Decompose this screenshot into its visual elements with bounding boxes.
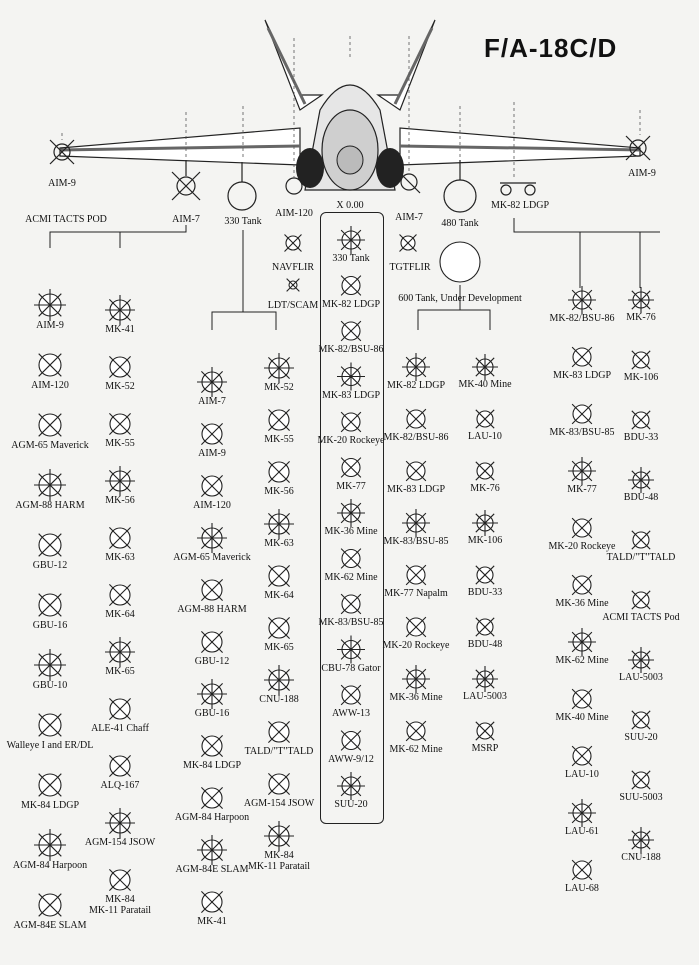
col-right-a-label: MK-62 Mine	[555, 655, 609, 666]
col-left-a-label: MK-84 LDGP	[20, 800, 80, 811]
centerline-label: MK-82/BSU-86	[318, 344, 384, 355]
col-mid-b-label: MK-65	[264, 642, 294, 653]
col-right-b-label: MK-106	[623, 372, 659, 383]
col-right-b-label: BDU-48	[623, 492, 659, 503]
sensor-label: LDT/SCAM	[267, 300, 319, 311]
col-inner-b-label: BDU-48	[467, 639, 503, 650]
col-right-a-label: LAU-61	[565, 826, 599, 837]
col-inner-a-label: MK-20 Rockeye	[382, 640, 450, 651]
col-mid-a-label: AIM-7	[198, 396, 226, 407]
sensor-label: 600 Tank, Under Development	[398, 293, 522, 304]
col-inner-a-label: MK-36 Mine	[389, 692, 443, 703]
col-right-a-label: MK-83/BSU-85	[549, 427, 615, 438]
col-left-a-label: GBU-16	[32, 620, 68, 631]
col-mid-a-label: AGM-84E SLAM	[175, 864, 249, 875]
col-right-b-label: ACMI TACTS Pod	[602, 612, 680, 623]
col-left-a-label: GBU-10	[32, 680, 68, 691]
col-mid-a-label: AIM-120	[193, 500, 231, 511]
centerline-label: AWW-13	[331, 708, 371, 719]
col-mid-b-label: MK-56	[264, 486, 294, 497]
col-right-b-label: CNU-188	[621, 852, 661, 863]
aircraft-store-label: AIM-7	[395, 212, 423, 223]
col-mid-b-label: AGM-154 JSOW	[243, 798, 315, 809]
col-inner-b-label: MK-40 Mine	[458, 379, 512, 390]
centerline-label: MK-20 Rockeye	[317, 435, 385, 446]
col-right-b-label: TALD/"T"TALD	[606, 552, 676, 563]
col-right-b-label: LAU-5003	[619, 672, 663, 683]
centerline-label: AWW-9/12	[328, 753, 374, 765]
aircraft-store-label: 480 Tank	[441, 218, 479, 229]
col-mid-b-label: TALD/"T"TALD	[244, 746, 314, 757]
col-mid-b-label: MK-64	[264, 590, 294, 601]
col-mid-a-label: AIM-9	[198, 448, 226, 459]
col-right-b-label: BDU-33	[623, 432, 659, 443]
col-right-b-label: MK-76	[626, 312, 656, 323]
centerline-label: MK-36 Mine	[324, 526, 378, 537]
aircraft-store-label: AIM-7	[172, 214, 200, 225]
col-left-b-label: ALE-41 Chaff	[91, 723, 149, 734]
col-mid-a-label: AGM-84 Harpoon	[174, 812, 250, 823]
col-inner-a-label: MK-83/BSU-85	[383, 536, 449, 547]
col-right-a-label: MK-83 LDGP	[552, 370, 612, 381]
centerline-label: SUU-20	[334, 799, 368, 810]
col-left-a-label: AGM-88 HARM	[15, 500, 85, 511]
col-inner-a-label: MK-82/BSU-86	[383, 432, 449, 443]
col-left-a-label: GBU-12	[32, 560, 68, 571]
sensor-label: NAVFLIR	[271, 262, 315, 273]
col-left-b-label: MK-52	[105, 381, 135, 392]
aircraft-store-label: 330 Tank	[224, 216, 262, 227]
centerline-label: CBU-78 Gator	[321, 662, 381, 674]
aircraft-store-label: X 0.00	[336, 200, 364, 211]
col-inner-a-label: MK-82 LDGP	[386, 380, 446, 391]
col-left-a-label: AGM-65 Maverick	[11, 440, 89, 451]
col-right-a-label: MK-40 Mine	[555, 712, 609, 723]
col-inner-b-label: LAU-10	[468, 431, 502, 442]
col-left-b-label: MK-56	[105, 495, 135, 506]
col-mid-b-label: MK-84 MK-11 Paratail	[247, 850, 311, 872]
col-right-a-label: MK-77	[567, 484, 597, 495]
col-inner-a-label: MK-77 Napalm	[384, 588, 448, 599]
col-mid-a-label: AGM-65 Maverick	[173, 552, 251, 563]
col-mid-a-label: MK-41	[197, 916, 227, 927]
col-inner-a-label: MK-62 Mine	[389, 744, 443, 755]
col-inner-b-label: BDU-33	[467, 587, 503, 598]
col-right-b-label: SUU-5003	[619, 792, 663, 803]
col-inner-a-label: MK-83 LDGP	[386, 484, 446, 495]
centerline-station-box	[317, 212, 385, 824]
centerline-label: 330 Tank	[332, 253, 370, 264]
col-left-b-label: MK-65	[105, 666, 135, 677]
aircraft-store-label: AIM-120	[275, 208, 313, 219]
col-left-b-label: AGM-154 JSOW	[84, 837, 156, 848]
sensor-label: TGTFLIR	[389, 262, 431, 273]
aircraft-store-label: MK-82 LDGP	[490, 200, 550, 211]
col-left-b-label: MK-55	[105, 438, 135, 449]
col-mid-a-label: GBU-12	[194, 656, 230, 667]
aircraft-store-label: ACMI TACTS POD	[25, 214, 107, 225]
col-mid-b-label: MK-63	[264, 538, 294, 549]
aircraft-store-label: AIM-9	[628, 168, 656, 179]
col-mid-b-label: MK-52	[264, 382, 294, 393]
col-inner-b-label: MK-106	[467, 535, 503, 546]
col-mid-a-label: MK-84 LDGP	[182, 760, 242, 771]
col-left-a-label: Walleye I and ER/DL	[6, 740, 94, 751]
col-left-a-label: AGM-84E SLAM	[13, 920, 87, 931]
col-right-a-label: MK-36 Mine	[555, 598, 609, 609]
col-left-a-label: AIM-120	[31, 380, 69, 391]
col-left-a-label: AGM-84 Harpoon	[12, 860, 88, 871]
centerline-label: MK-82 LDGP	[321, 298, 381, 310]
centerline-label: MK-83 LDGP	[321, 389, 381, 401]
col-mid-b-label: CNU-188	[259, 694, 299, 705]
col-inner-b-label: MK-76	[470, 483, 500, 494]
col-right-a-label: LAU-10	[565, 769, 599, 780]
aircraft-store-label: AIM-9	[48, 178, 76, 189]
col-left-b-label: MK-84 MK-11 Paratail	[88, 894, 152, 916]
page-title: F/A-18C/D	[484, 33, 618, 63]
col-left-b-label: ALQ-167	[100, 780, 140, 791]
col-left-b-label: MK-41	[105, 324, 135, 335]
centerline-label: MK-83/BSU-85	[318, 617, 384, 628]
col-right-a-label: MK-20 Rockeye	[548, 541, 616, 552]
col-mid-a-label: GBU-16	[194, 708, 230, 719]
col-left-b-label: MK-64	[105, 609, 135, 620]
col-mid-a-label: AGM-88 HARM	[177, 604, 247, 615]
col-left-b-label: MK-63	[105, 552, 135, 563]
col-right-b-label: SUU-20	[624, 732, 658, 743]
col-inner-b-label: MSRP	[471, 743, 499, 754]
col-inner-b-label: LAU-5003	[463, 691, 507, 702]
col-left-a-label: AIM-9	[36, 320, 64, 331]
centerline-label: MK-77	[336, 480, 366, 492]
centerline-label: MK-62 Mine	[324, 571, 378, 583]
col-mid-b-label: MK-55	[264, 434, 294, 445]
col-right-a-label: LAU-68	[565, 883, 599, 894]
col-right-a-label: MK-82/BSU-86	[549, 313, 615, 324]
